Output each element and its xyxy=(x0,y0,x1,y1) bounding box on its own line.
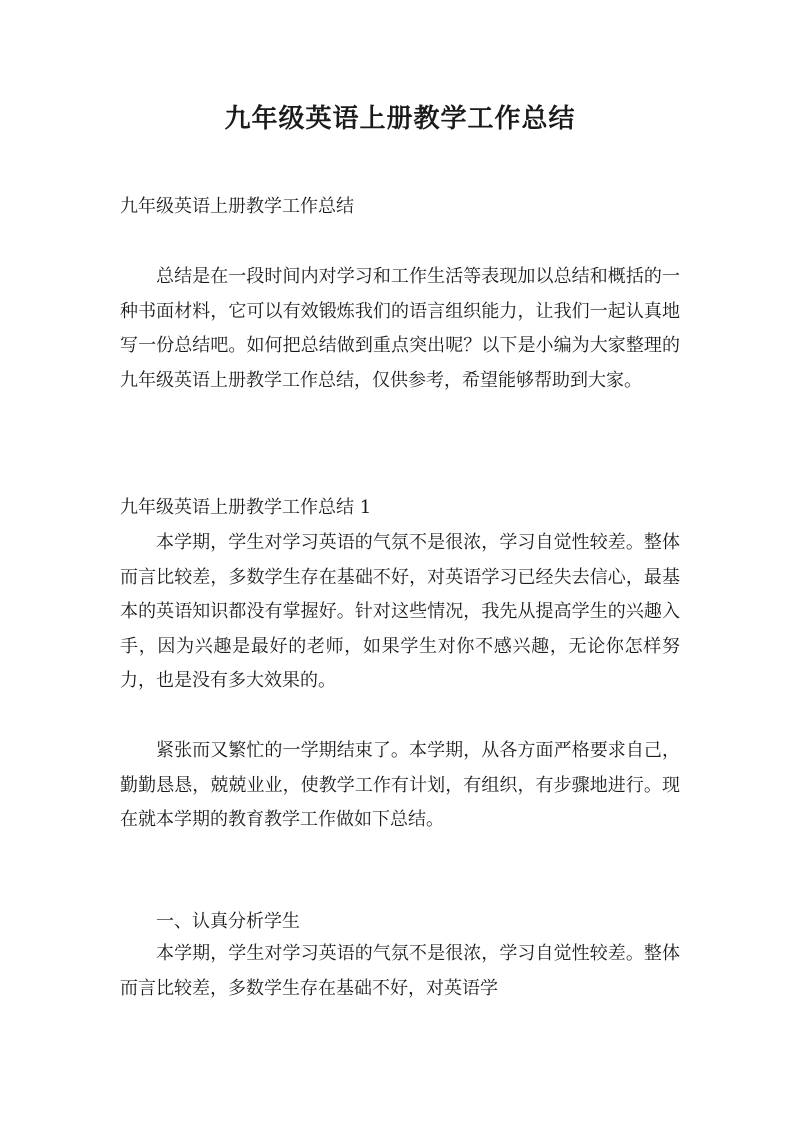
subheading-1: 一、认真分析学生 xyxy=(156,911,300,932)
document-subtitle: 九年级英语上册教学工作总结 xyxy=(120,196,354,217)
body-paragraph-3: 本学期，学生对学习英语的气氛不是很浓，学习自觉性较差。整体而言比较差，多数学生存在基础不好，对英语学 xyxy=(120,943,680,999)
document-title: 九年级英语上册教学工作总结 xyxy=(224,104,576,134)
body-paragraph-2: 紧张而又繁忙的一学期结束了。本学期，从各方面严格要求自己，勤勤恳恳，兢兢业业，使教学工作有计划，有组织，有步骤地进行。现在就本学期的教育教学工作做如下总结。 xyxy=(120,740,680,831)
body-paragraph-1: 本学期，学生对学习英语的气氛不是很浓，学习自觉性较差。整体而言比较差，多数学生存在基础不好，对英语学习已经失去信心，最基本的英语知识都没有掌握好。针对这些情况，我先从提高学生的兴趣入手，因为兴趣是最好的老师，如果学生对你不感兴趣，无论你怎样努力，也是没有多大效果的。 xyxy=(120,532,680,692)
section-heading-1: 九年级英语上册教学工作总结 1 xyxy=(120,497,372,518)
intro-paragraph: 总结是在一段时间内对学习和工作生活等表现加以总结和概括的一种书面材料，它可以有效锻炼我们的语言组织能力，让我们一起认真地写一份总结吧。如何把总结做到重点突出呢？以下是小编为大家整理的九年级英语上册教学工作总结，仅供参考，希望能够帮助到大家。 xyxy=(120,266,680,391)
